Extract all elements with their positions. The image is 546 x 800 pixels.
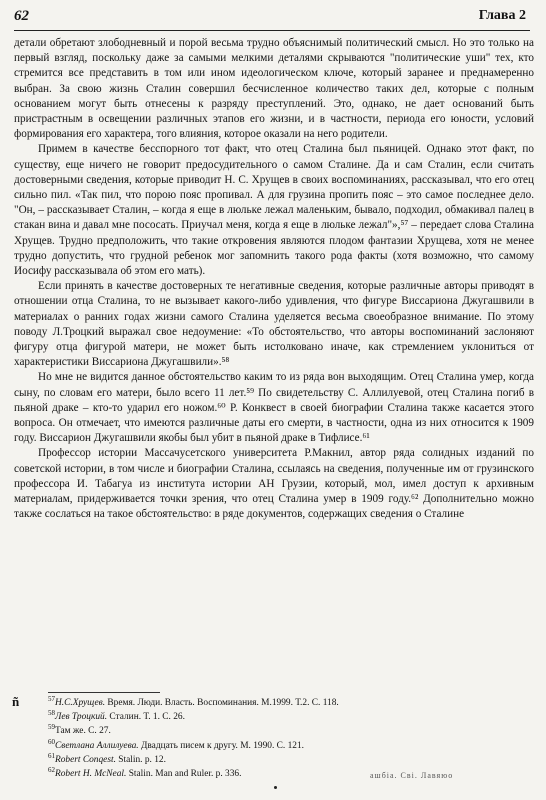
footnote-author: Robert H. McNeal. [55,769,127,780]
paragraph: Примем в качестве бесспорного тот факт, что отец Сталина был пьяницей. Однако этот факт, по существу, еще ничего не говорит предосудительного о самом Сталине. Да и сам Сталин, если считать достоверными сведения, которые приводит Н. С. Хрущев в своих воспоминаниях, рассказывал, что его отец сильно пил. «Так пил, что порою пояс пропивал. А для грузина пропить пояс – это самое последнее дело. "Он, – рассказывает Сталин, – когда я еще в люльке лежал маленьким, бывало, подходил, обмакивал палец в стакан вина и давал мне пососать. Приучал меня, когда я еще в люльке лежал"»,⁵⁷ – передает слова Сталина Хрущев. Трудно предположить, что такие откровения являются плодом фантазии Хрущева, хотя не менее трудно допустить, что грудной ребенок мог запомнить такого рода факты (хотя возможно, что самому Иосифу рассказывала об этом его мать). [14,143,534,278]
footnote-text: Время. Люди. Власть. Воспоминания. М.1999. Т.2. С. 118. [105,698,339,708]
footnote [48,753,526,767]
footnote-number: 58 [48,709,55,718]
footnote-number: 59 [48,723,55,732]
footnote-author: Н.С.Хрущев. [55,698,106,708]
footnote [48,767,526,781]
footnote-text: Сталин. Т. 1. С. 26. [107,712,185,723]
paragraph: Но мне не видится данное обстоятельство каким то из ряда вон выходящим. Отец Сталина умер, когда сыну, по словам его матери, было всего 11 лет.⁵⁹ По свидетельству С. Аллилуевой, отец Сталина погиб в пьяной драке – кто-то ударил его ножом.⁶⁰ Р. Конквест в своей биографии Сталина также касается этого вопроса. Он отмечает, что имеются различные даты его смерти, в частности, одна из них относится к 1909 году. Виссарион Джугашвили якобы был убит в пьяной драке в Тифлисе.⁶¹ [14,371,534,445]
paragraph: Если принять в качестве достоверных те негативные сведения, которые различные авторы приводят в отношении отца Сталина, то не вызывает какого-либо удивления, что фигуре Виссариона Джугашвили в материалах о ранних годах жизни самого Сталина уделяется весьма своеобразное внимание. По этому поводу Л.Троцкий выражал свое недоумение: «То обстоятельство, что авторы воспоминаний заслоняют фигуру отца фигурой матери, не может быть истолковано иначе, как стремлением уклониться от характеристики Виссариона Джугашвили».⁵⁸ [14,280,534,369]
paragraph: детали обретают злободневный и порой весьма трудно объяснимый политический смысл. Но это только на первый взгляд, поскольку даже за самыми мелкими деталями скрываются "политические уши" тех, кто стремится все представить в том или ином идеологическом ключе, который заранее и преднамеренно выбран. За свою жизнь Сталин совершил бесчисленное количество таких дел, которые с полным основанием могут быть отнесены к разряду преступлений. Это, однако, не дает оснований быть пристрастным в освещении различных этапов его жизни, и в частности, периода его юности, условий формирования его характера, того влияния, которое оказали на него родители. [14,37,534,141]
footnote-text: Stalin. Man and Ruler. p. 336. [126,769,242,780]
library-stamp: ашбіа. Сві. Лавяюо [370,771,454,780]
footnote-rule [48,692,160,693]
margin-mark: ñ [12,694,20,709]
footnote [48,696,526,710]
footnote-author: Robert Conqest. [55,754,116,765]
footnote-number: 57 [48,694,55,703]
page-number: 62 [14,8,29,24]
chapter-label: Глава 2 [478,8,526,23]
body-text [14,36,534,523]
running-head [14,6,530,31]
footnote-author: Светлана Аллилуева. [55,740,139,751]
footnote [48,724,526,738]
paragraph: Профессор истории Массачусетского университета Р.Макнил, автор ряда солидных изданий по советской истории, в том числе и биографии Сталина, ссылаясь на сведения, полученные им от грузинского профессора И. Табагуа из института истории АН Грузии, который, мол, имел доступ к архивным материалам, придерживается точки зрения, что отец Сталина умер в 1909 году.⁶² Дополнительно можно также сослаться на такое обстоятельство: в ряде документов, содержащих сведения о Сталине [14,447,534,521]
footnote-author: Лев Троцкий. [55,712,108,723]
footnote [48,739,526,753]
footnote-text: Там же. С. 27. [55,726,111,737]
footnote-number: 62 [48,765,55,774]
footnote-text: Stalin. p. 12. [115,754,166,765]
footnote [48,710,526,724]
footnote-number: 61 [48,751,55,760]
page-dot [274,786,277,789]
footnote-number: 60 [48,737,55,746]
footnotes [48,696,526,781]
footnote-text: Двадцать писем к другу. М. 1990. С. 121. [138,740,305,751]
